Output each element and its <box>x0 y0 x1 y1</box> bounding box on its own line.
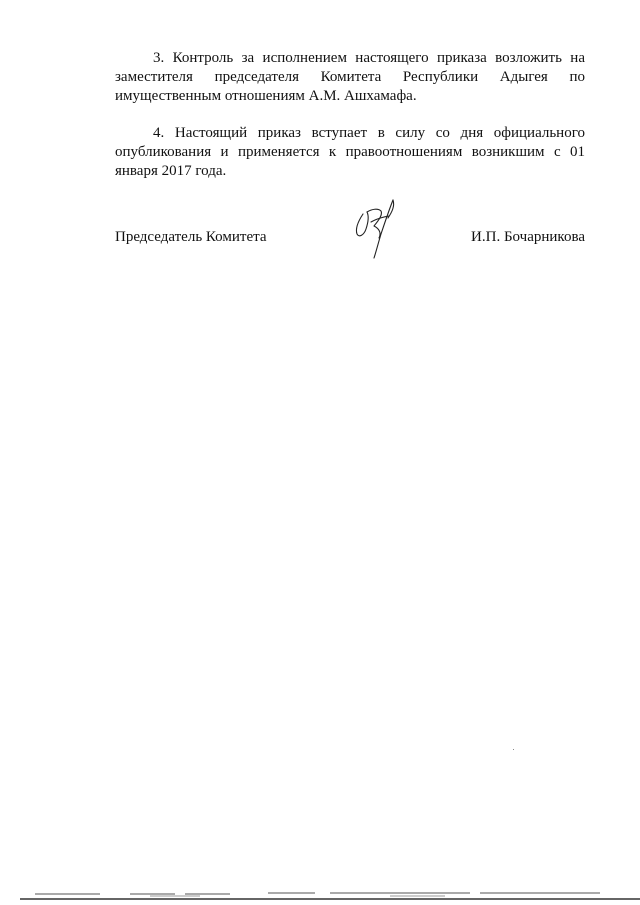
scan-speck <box>513 749 514 750</box>
scan-edge-artifacts <box>0 888 640 902</box>
paragraph-4: 4. Настоящий приказ вступает в силу со дня официального опубликования и применяется к правоотношениям возникшим с 01 января 2017 года. <box>115 125 585 179</box>
signatory-name: И.П. Бочарникова <box>471 229 585 245</box>
handwritten-signature <box>345 192 405 264</box>
paragraph-3: 3. Контроль за исполнением настоящего приказа возложить на заместителя председателя Комитета Республики Адыгея по имущественным отношениям А.М. Ашхамафа. <box>115 50 585 104</box>
signatory-title: Председатель Комитета <box>115 229 267 245</box>
